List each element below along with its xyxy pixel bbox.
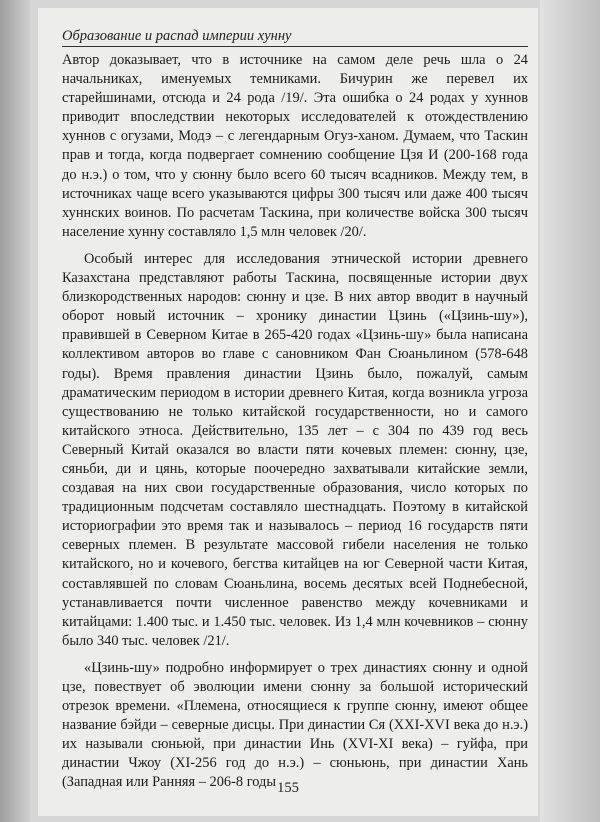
paragraph-1: Автор доказывает, что в источнике на самом деле речь шла о 24 начальниках, именуемых темниками. Бичурин же перевел их старейшинами, отсюда и 24 рода /19/. Эта ошибка о 24 родах у хуннов приводит впоследствии некоторых исследователей к отождествлению хуннов с огузами, Модэ – с легендарным Огуз-ханом. Думаем, что Таскин прав и тогда, когда подвергает сомнению сообщение Цзя И (200-168 года до н.э.) о том, что у сюнну было всего 60 тысяч всадников. Между тем, в источниках чаще всего указываются цифры 300 тысяч или даже 400 тысяч хуннских воинов. По расчетам Таскина, при количестве войска 300 тысяч население хунну составляло 1,5 млн человек /20/. (62, 52, 528, 240)
page-number: 155 (277, 780, 299, 796)
paragraph-3: «Цзинь-шу» подробно информирует о трех династиях сюнну и одной цзе, повествует об эволюции имени сюнну за большой исторический отрезок времени. «Племена, относящиеся к группе сюнну, имеют общее название бэйди – северные дисцы. При династии Ся (XXI-XVI века до н.э.) их называли сюньюй, при династии Инь (XVI-XI века) – гуйфа, при династии Чжоу (XI-256 год до н.э.) – сюньюнь, при династии Хань (Западная или Ранняя – 206-8 годы (62, 659, 528, 791)
page-body (62, 51, 528, 801)
page-gutter-shadow (0, 0, 30, 822)
running-header: Образование и распад империи хунну (62, 28, 528, 47)
page-edge-shadow (540, 0, 600, 822)
book-page (38, 8, 538, 816)
paragraph-2: Особый интерес для исследования этнической истории древнего Казахстана представляют работы Таскина, посвященные истории двух близкородственных народов: сюнну и цзе. В них автор вводит в научный оборот новый источник – хронику династии Цзинь («Цзинь-шу»), правившей в Северном Китае в 265-420 годах «Цзинь-шу» была написана коллективом авторов во главе с сановником Фан Сюаньлином (578-648 годы). Время правления династии Цзинь было, пожалуй, самым драматическим периодом в истории древнего Китая, когда возникла угроза существованию не только китайской государственности, но и самого китайского этноса. Действительно, 135 лет – с 304 по 439 год весь Северный Китай оказался во власти пяти кочевых племен: сюнну, цзе, сяньби, ди и цянь, которые поочередно захватывали китайские земли, создавая на них свои государственные образования, число которых по традиционным подсчетам составляло шестнадцать. Поэтому в китайской историографии это время так и называлось – период 16 государств пяти северных племен. В результате массовой гибели населения не только китайского, но и кочевого, бегства китайцев на юг Северной части Китая, составлявшей по словам Сюаньлина, восемь десятых всей Поднебесной, устанавливается почти численное равенство между кочевниками и китайцами: 1.400 тыс. и 1.450 тыс. человек. Из 1,4 млн кочевников – сюнну было 340 тыс. человек /21/. (62, 250, 528, 649)
